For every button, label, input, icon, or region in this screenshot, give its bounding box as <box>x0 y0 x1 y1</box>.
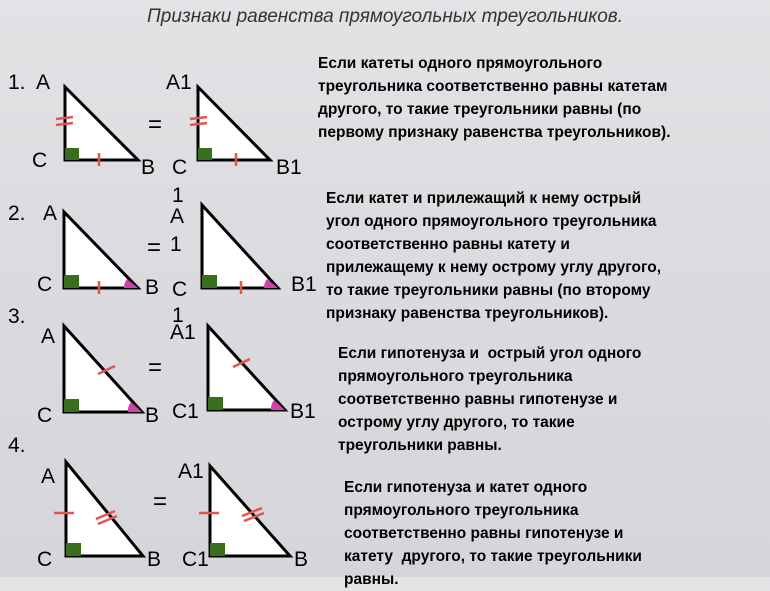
right-angle-mark <box>198 148 212 160</box>
theorem-number: 2. <box>8 202 26 225</box>
vertex-label-a1: A1 <box>166 71 192 94</box>
page-title: Признаки равенства прямоугольных треугольников. <box>147 6 623 27</box>
vertex-label-b: B <box>294 548 309 571</box>
vertex-label-b: B <box>145 404 160 427</box>
theorem-text: Если катет и прилежащий к нему острый угол одного прямоугольного треугольника соответственно равны катету и прилежащему к нему острому углу другого, то такие треугольники равны (по второму признаку равенства треугольников). <box>326 190 662 322</box>
equals-sign: = <box>147 234 162 261</box>
vertex-label-c1: C 1 <box>172 278 188 327</box>
vertex-label-b1: B1 <box>290 400 316 423</box>
theorem-text: Если гипотенуза и острый угол одного прямоугольного треугольника соответственно равны гипотенузе и острому углу другого, то такие треугольники равны. <box>338 345 642 454</box>
vertex-label-a1: A 1 <box>170 205 185 256</box>
right-angle-mark <box>202 275 217 288</box>
vertex-label-b: B <box>147 548 162 571</box>
theorem-number: 1. <box>8 71 26 94</box>
vertex-label-a: A <box>41 465 56 488</box>
theorem-number: 3. <box>8 305 26 328</box>
equals-sign: = <box>148 111 163 138</box>
right-angle-mark <box>64 275 79 288</box>
triangle-4-right <box>199 466 290 556</box>
vertex-label-c1: C 1 <box>172 156 188 207</box>
vertex-label-a: A <box>36 71 51 94</box>
vertex-label-c: C <box>37 404 53 427</box>
equals-sign: = <box>148 354 163 381</box>
equals-sign: = <box>153 488 168 515</box>
triangle-2-right <box>202 205 278 294</box>
triangle-2-left <box>64 212 138 294</box>
triangle-1-right <box>190 87 270 166</box>
vertex-label-a1: A1 <box>170 321 196 344</box>
vertex-label-c: C <box>32 149 48 172</box>
vertex-label-c1: C1 <box>182 548 209 571</box>
vertex-label-c1: C1 <box>172 400 199 423</box>
right-angle-mark <box>210 543 225 556</box>
vertex-label-b1: B1 <box>291 273 317 296</box>
triangle-3-left <box>64 326 142 412</box>
vertex-label-b1: B1 <box>276 156 302 179</box>
vertex-label-b: B <box>145 276 160 299</box>
theorem-number: 4. <box>8 434 26 457</box>
vertex-label-c: C <box>37 273 53 296</box>
triangle-3-right <box>208 326 285 410</box>
vertex-label-c: C <box>37 548 53 571</box>
right-angle-mark <box>65 148 79 160</box>
right-angle-mark <box>64 399 79 412</box>
right-angle-mark <box>66 543 81 556</box>
vertex-label-a: A <box>43 202 58 225</box>
triangle-shape <box>210 466 290 556</box>
triangle-shape <box>66 462 143 556</box>
triangle-4-left <box>54 462 143 556</box>
vertex-label-a: A <box>41 325 56 348</box>
theorem-text: Если гипотенуза и катет одного прямоугольного треугольника соответственно равны гипотенузе и катету другого, то такие треугольники равны. <box>344 479 642 588</box>
theorem-text: Если катеты одного прямоугольного треугольника соответственно равны катетам другого, то такие треугольники равны (по первому признаку равенства треугольников). <box>318 55 671 141</box>
vertex-label-b: B <box>141 156 156 179</box>
vertex-label-a1: A1 <box>178 460 204 483</box>
right-angle-mark <box>208 397 223 410</box>
triangle-1-left <box>56 87 138 166</box>
